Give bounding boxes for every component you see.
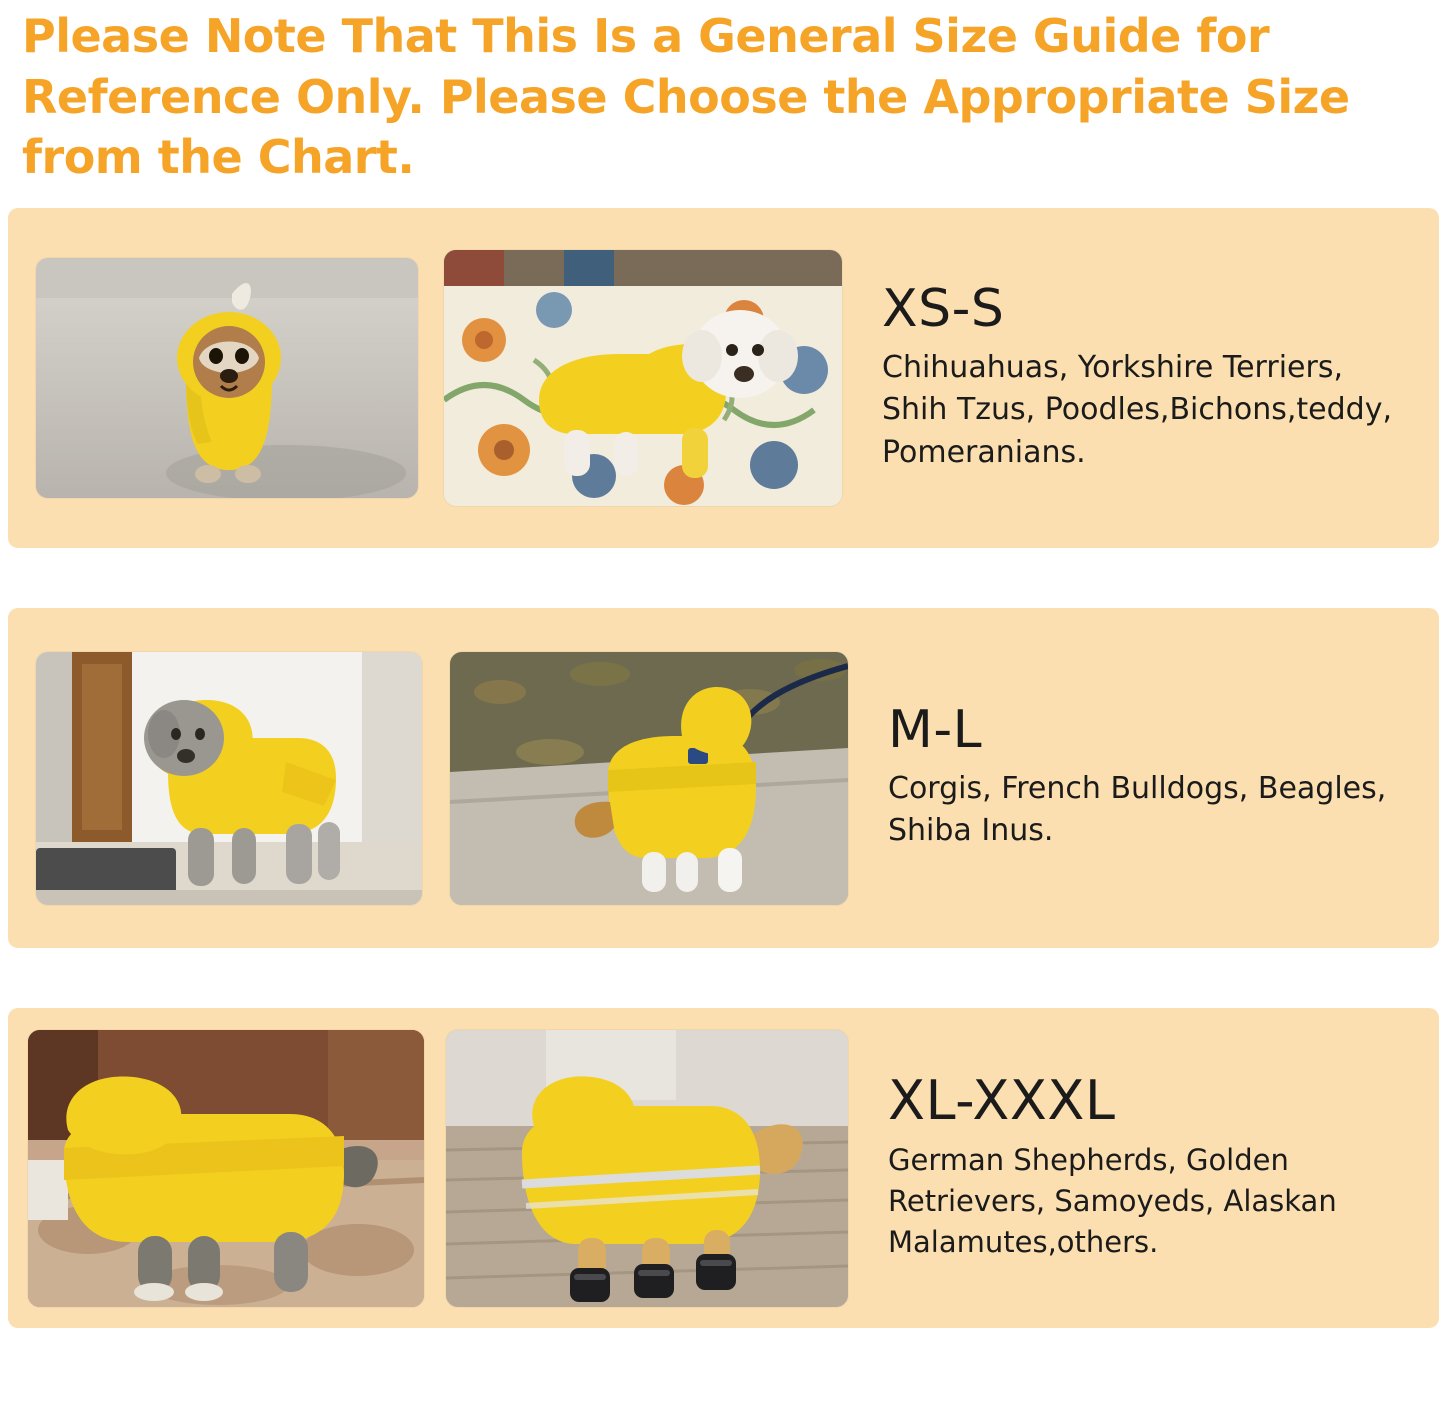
- size-breeds: German Shepherds, Golden Retrievers, Samoyeds, Alaskan Malamutes,others.: [888, 1142, 1337, 1260]
- size-label: XL-XXXL: [888, 1069, 1116, 1133]
- size-row-xl-xxxl: [8, 1008, 1439, 1328]
- photo-chihuahua-raincoat: [36, 258, 418, 498]
- photo-large-dog-on-rug: [28, 1030, 424, 1307]
- photo-poodle-on-sofa: [444, 250, 842, 506]
- size-label: M-L: [888, 700, 983, 761]
- photo-doodle-doorway: [36, 652, 422, 905]
- size-breeds: Corgis, French Bulldogs, Beagles, Shiba Inus.: [888, 770, 1387, 849]
- photo-group: [22, 250, 842, 506]
- size-text-m-l: [888, 700, 1425, 853]
- size-breeds: Chihuahuas, Yorkshire Terriers, Shih Tzus, Poodles,Bichons,teddy, Pomeranians.: [882, 349, 1393, 470]
- photo-group: [22, 1030, 848, 1307]
- size-text-xl-xxxl: [888, 1069, 1425, 1263]
- size-rows: [0, 208, 1447, 1328]
- page-title: Please Note That This Is a General Size Guide for Reference Only. Please Choose the Appropriate Size from the Chart.: [22, 9, 1350, 185]
- photo-group: [22, 652, 848, 905]
- photo-dog-on-leash-sidewalk: [450, 652, 848, 905]
- size-row-m-l: [8, 608, 1439, 948]
- size-row-xs-s: [8, 208, 1439, 548]
- size-text-xs-s: [882, 278, 1425, 474]
- photo-golden-retriever-boots: [446, 1030, 848, 1307]
- size-label: XS-S: [882, 278, 1005, 339]
